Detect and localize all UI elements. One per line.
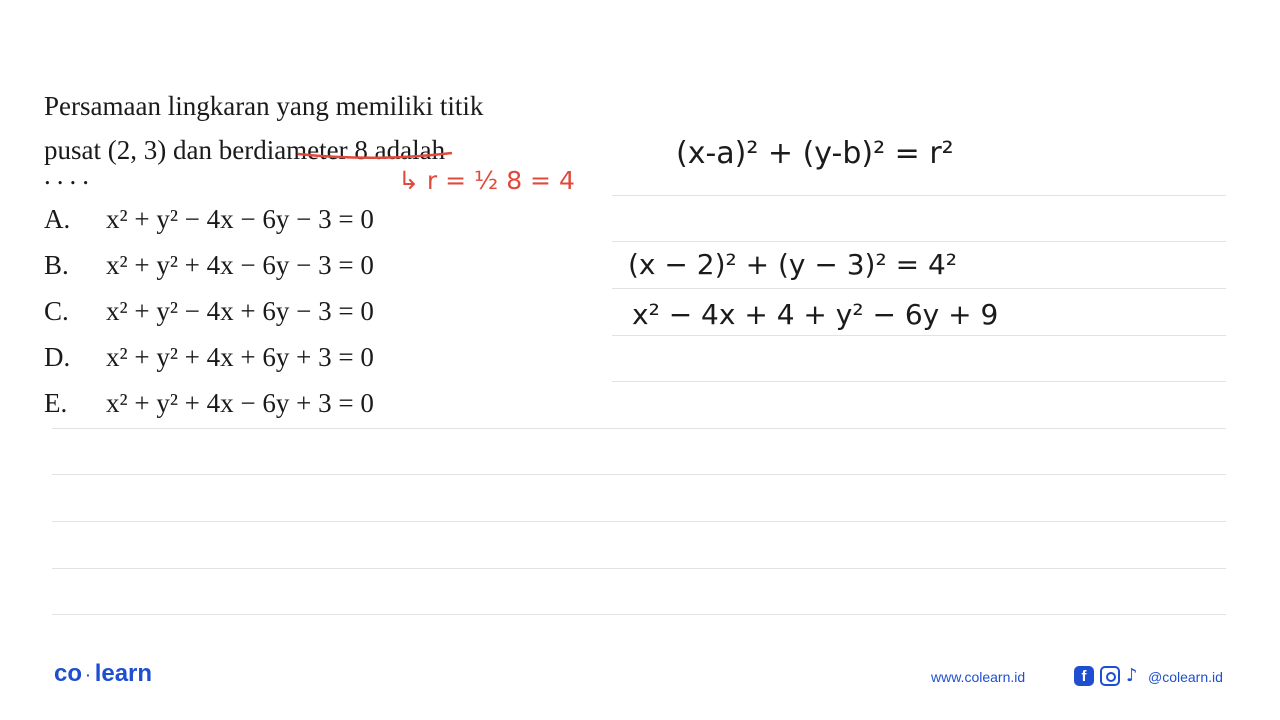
general-form-annotation: (x-a)² + (y-b)² = r² [676, 136, 954, 171]
tiktok-icon[interactable]: ♪ [1126, 665, 1138, 686]
logo-learn: learn [94, 660, 153, 687]
option-label: A. [44, 204, 71, 234]
ruled-line [612, 381, 1226, 382]
option-c[interactable] [44, 288, 374, 334]
option-label: C. [44, 296, 69, 326]
question-line-2-end: 8 adalah [347, 135, 446, 165]
underlined-word: berdiameter [218, 135, 348, 165]
website-link[interactable]: www.colearn.id [931, 669, 1026, 685]
option-equation: x² + y² + 4x − 6y + 3 = 0 [106, 388, 374, 418]
ruled-line [52, 568, 1226, 569]
logo-dot-icon: · [86, 666, 91, 683]
colearn-logo [54, 660, 152, 688]
option-a[interactable] [44, 196, 374, 242]
question-line-2-start: pusat (2, 3) dan [44, 135, 219, 165]
ruled-line [612, 288, 1226, 289]
option-d[interactable] [44, 334, 374, 380]
ruled-line [612, 195, 1226, 196]
social-handle[interactable]: @colearn.id [1148, 669, 1223, 685]
option-equation: x² + y² − 4x − 6y − 3 = 0 [106, 204, 374, 234]
ruled-line [52, 614, 1226, 615]
substitution-annotation: (x − 2)² + (y − 3)² = 4² [628, 248, 957, 281]
ruled-line [52, 474, 1226, 475]
ruled-line [52, 428, 1226, 429]
ruled-line [612, 241, 1226, 242]
option-equation: x² + y² + 4x − 6y − 3 = 0 [106, 250, 374, 280]
ruled-line [52, 521, 1226, 522]
question-line-1: Persamaan lingkaran yang memiliki titik [44, 91, 484, 121]
logo-co: co [54, 660, 83, 687]
facebook-icon[interactable]: f [1074, 666, 1094, 686]
option-label: B. [44, 250, 69, 280]
option-equation: x² + y² + 4x + 6y + 3 = 0 [106, 342, 374, 372]
option-e[interactable] [44, 380, 374, 426]
option-b[interactable] [44, 242, 374, 288]
option-label: E. [44, 388, 68, 418]
ruled-line [612, 335, 1226, 336]
radius-annotation: ↳ r = ½ 8 = 4 [398, 166, 575, 195]
instagram-icon[interactable] [1100, 666, 1120, 686]
underline-annotation [296, 148, 456, 162]
answer-options [44, 196, 374, 426]
option-equation: x² + y² − 4x + 6y − 3 = 0 [106, 296, 374, 326]
option-label: D. [44, 342, 71, 372]
expansion-annotation: x² − 4x + 4 + y² − 6y + 9 [632, 298, 999, 331]
ellipsis: .... [44, 160, 95, 190]
